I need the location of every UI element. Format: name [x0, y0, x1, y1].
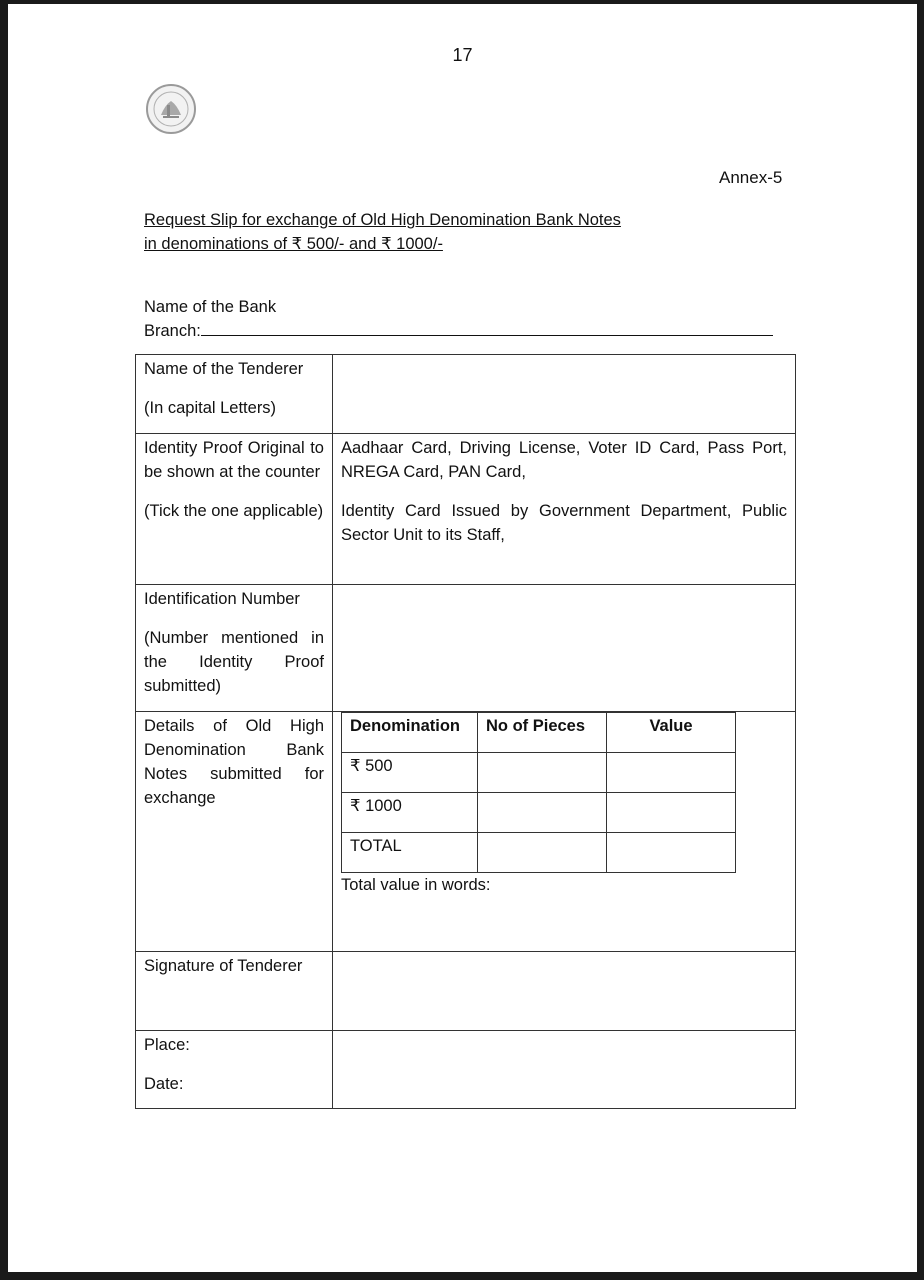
- tenderer-label: Name of the Tenderer: [144, 360, 304, 378]
- branch-blank-line[interactable]: [201, 321, 773, 336]
- idnumber-label-cell: [136, 585, 333, 712]
- document-page: [8, 4, 917, 1272]
- details-label-cell: [136, 712, 333, 952]
- identity-sublabel: (Tick the one applicable): [144, 502, 324, 520]
- page-number: 17: [452, 45, 473, 65]
- total-label: TOTAL: [342, 833, 478, 873]
- denomination-table: [341, 712, 736, 873]
- total-words-label: Total value in words:: [341, 876, 491, 894]
- denomination-header-row: [342, 713, 736, 753]
- identity-label-cell: [136, 434, 333, 585]
- branch-label: Branch:: [144, 322, 201, 340]
- pieces-1000-field[interactable]: [478, 793, 607, 833]
- place-label: Place:: [144, 1036, 190, 1054]
- tenderer-label-cell: [136, 355, 333, 434]
- details-row: [136, 712, 796, 952]
- header-pieces: No of Pieces: [478, 713, 607, 753]
- tenderer-sublabel: (In capital Letters): [144, 399, 277, 417]
- branch-row: [144, 319, 773, 343]
- table-row: [342, 753, 736, 793]
- place-date-label-cell: [136, 1031, 333, 1109]
- signature-row: [136, 952, 796, 1031]
- value-1000-field[interactable]: [607, 793, 736, 833]
- idnumber-sublabel: (Number mentioned in the Identity Proof submitted): [144, 629, 324, 695]
- place-date-row: [136, 1031, 796, 1109]
- total-value-field[interactable]: [607, 833, 736, 873]
- identity-row: [136, 434, 796, 585]
- identity-options-2[interactable]: Identity Card Issued by Government Department, Public Sector Unit to its Staff,: [341, 502, 787, 544]
- idnumber-row: [136, 585, 796, 712]
- table-row: [342, 793, 736, 833]
- identity-label: Identity Proof Original to be shown at the counter: [144, 439, 324, 481]
- identity-options-cell[interactable]: [333, 434, 796, 585]
- rbi-emblem-icon: [145, 83, 197, 135]
- details-label: Details of Old High Denomination Bank Notes submitted for exchange: [144, 717, 324, 807]
- title-line-1: Request Slip for exchange of Old High Denomination Bank Notes: [144, 211, 621, 229]
- denom-500: ₹ 500: [342, 753, 478, 793]
- signature-field[interactable]: [333, 952, 796, 1031]
- signature-label: Signature of Tenderer: [144, 957, 303, 975]
- idnumber-field[interactable]: [333, 585, 796, 712]
- signature-label-cell: [136, 952, 333, 1031]
- header-denomination: Denomination: [342, 713, 478, 753]
- value-500-field[interactable]: [607, 753, 736, 793]
- request-form-table: [135, 354, 796, 1109]
- place-date-field[interactable]: [333, 1031, 796, 1109]
- tenderer-name-field[interactable]: [333, 355, 796, 434]
- bank-section: [144, 295, 773, 343]
- table-row: [342, 833, 736, 873]
- annex-label: Annex-5: [719, 168, 783, 187]
- total-pieces-field[interactable]: [478, 833, 607, 873]
- details-cell: [333, 712, 796, 952]
- document-title: [144, 208, 621, 256]
- tenderer-row: [136, 355, 796, 434]
- header-value: Value: [607, 713, 736, 753]
- idnumber-label: Identification Number: [144, 590, 300, 608]
- identity-options-1[interactable]: Aadhaar Card, Driving License, Voter ID Card, Pass Port, NREGA Card, PAN Card,: [341, 439, 787, 481]
- denom-1000: ₹ 1000: [342, 793, 478, 833]
- bank-name-label: Name of the Bank: [144, 298, 277, 316]
- title-line-2: in denominations of ₹ 500/- and ₹ 1000/-: [144, 235, 443, 253]
- pieces-500-field[interactable]: [478, 753, 607, 793]
- date-label: Date:: [144, 1075, 184, 1093]
